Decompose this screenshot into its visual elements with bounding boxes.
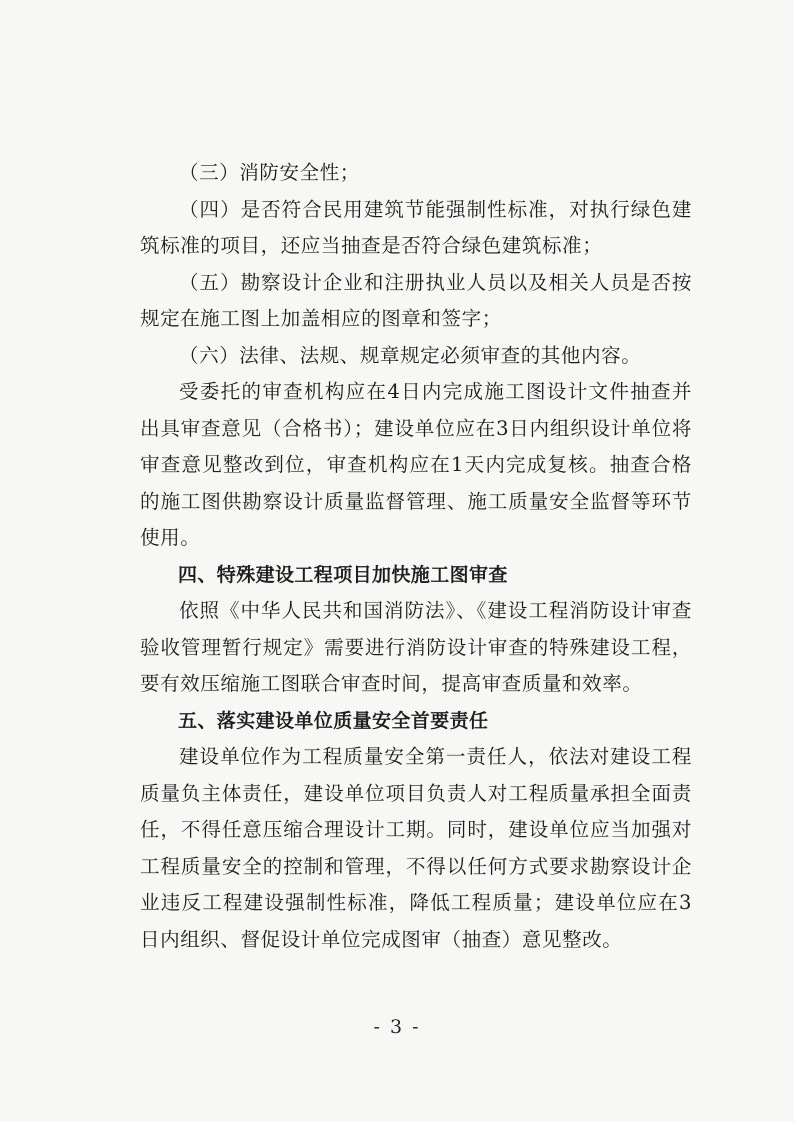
page-number: - 3 -: [373, 1016, 421, 1038]
paragraph-other-content: （六）法律、法规、规章规定必须审查的其他内容。: [179, 343, 642, 367]
paragraph-seal-signature: （五）勘察设计企业和注册执业人员以及相关人员是否按规定在施工图上加盖相应的图章和签字；: [140, 270, 692, 330]
paragraph-owner-responsibility: 建设单位作为工程质量安全第一责任人，依法对建设工程质量负主体责任，建设单位项目负责人对工程质量承担全面责任，不得任意压缩合理设计工期。同时，建设单位应当加强对工程质量安全的控制和管理，不得以任何方式要求勘察设计企业违反工程建设强制性标准，降低工程质量；建设单位应在3日内组织、督促设计单位完成图审（抽查）意见整改。: [140, 745, 692, 951]
document-body: [140, 155, 692, 958]
paragraph-review-timeline: 受委托的审查机构应在4日内完成施工图设计文件抽查并出具审查意见（合格书）；建设单位应在3日内组织设计单位将审查意见整改到位，审查机构应在1天内完成复核。抽查合格的施工图供勘察设计质量监督管理、施工质量安全监督等环节使用。: [140, 380, 692, 549]
section-heading-4: 四、特殊建设工程项目加快施工图审查: [178, 563, 508, 586]
section-heading-5: 五、落实建设单位质量安全首要责任: [178, 709, 489, 732]
paragraph-energy-standard: （四）是否符合民用建筑节能强制性标准，对执行绿色建筑标准的项目，还应当抽查是否符合绿色建筑标准；: [140, 197, 692, 257]
paragraph-fire-safety: （三）消防安全性；: [179, 161, 360, 184]
paragraph-fire-review: 依照《中华人民共和国消防法》、《建设工程消防设计审查验收管理暂行规定》需要进行消防设计审查的特殊建设工程，要有效压缩施工图联合审查时间，提高审查质量和效率。: [140, 599, 692, 695]
